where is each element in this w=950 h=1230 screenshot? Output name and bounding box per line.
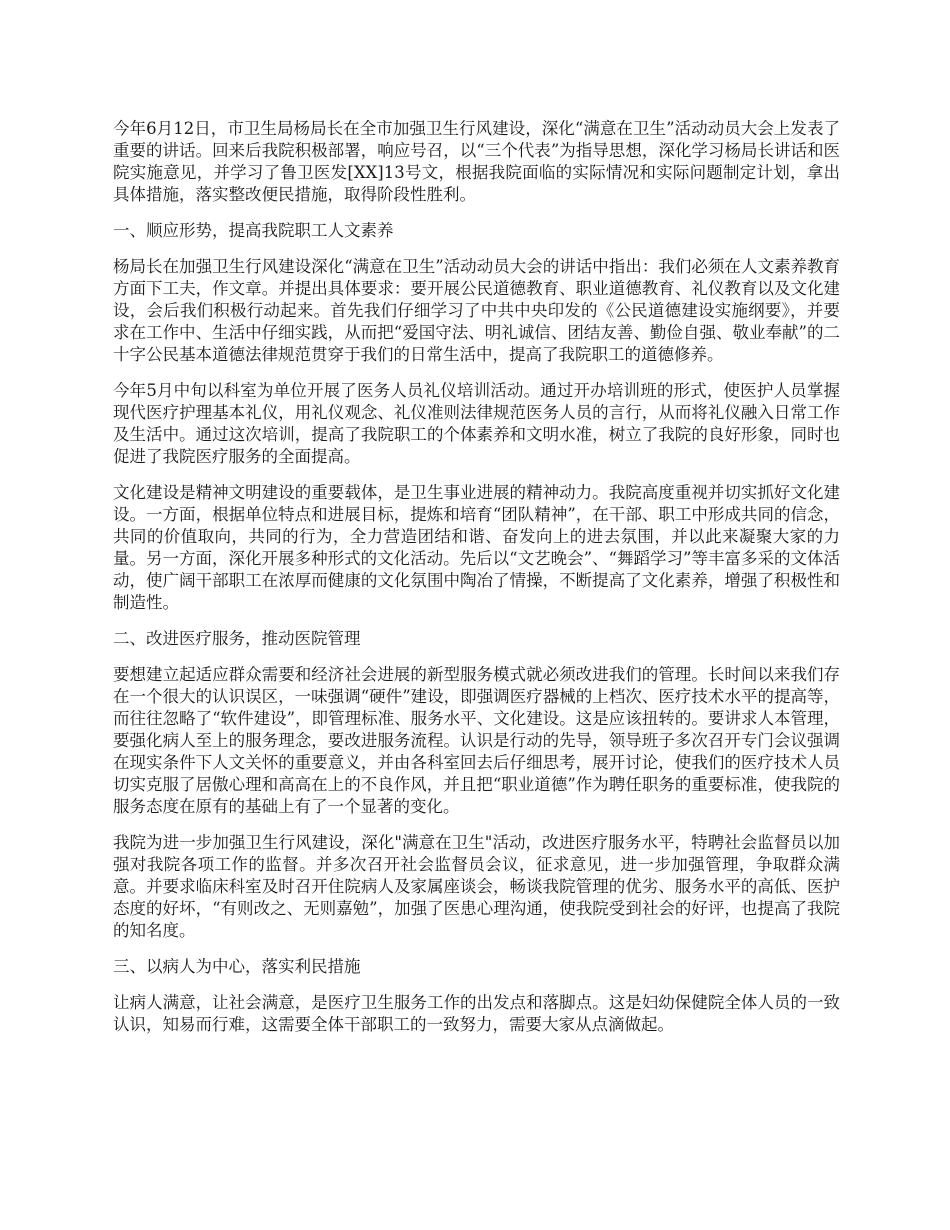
document-body <box>113 118 840 1050</box>
section-2-paragraph-2: 我院为进一步加强卫生行风建设，深化"满意在卫生"活动，改进医疗服务水平，特聘社会监督员以加强对我院各项工作的监督。并多次召开社会监督员会议，征求意见，进一步加强管理，争取群众满意。并要求临床科室及时召开住院病人及家属座谈会，畅谈我院管理的优劣、服务水平的高低、医护态度的好坏，“有则改之、无则嘉勉”，加强了医患心理沟通，使我院受到社会的好评，也提高了我院的知名度。 <box>113 833 840 940</box>
section-heading-2: 二、改进医疗服务，推动医院管理 <box>113 629 361 648</box>
intro-paragraph: 今年6月12日，市卫生局杨局长在全市加强卫生行风建设，深化“满意在卫生”活动动员大会上发表了重要的讲话。回来后我院积极部署，响应号召，以“三个代表”为指导思想，深化学习杨局长讲话和医院实施意见，并学习了鲁卫医发[XX]13号文，根据我院面临的实际情况和实际问题制定计划，拿出具体措施，落实整改便民措施，取得阶段性胜利。 <box>113 119 840 204</box>
section-1-paragraph-3: 文化建设是精神文明建设的重要载体，是卫生事业进展的精神动力。我院高度重视并切实抓好文化建设。一方面，根据单位特点和进展目标，提炼和培育“团队精神”，在干部、职工中形成共同的信念，共同的价值取向，共同的行为，全力营造团结和谐、奋发向上的进去氛围，并以此来凝聚大家的力量。另一方面，深化开展多种形式的文化活动。先后以“文艺晚会”、“舞蹈学习”等丰富多采的文体活动，使广阔干部职工在浓厚而健康的文化氛围中陶冶了情操，不断提高了文化素养，增强了积极性和制造性。 <box>113 483 840 612</box>
section-1-paragraph-1: 杨局长在加强卫生行风建设深化“满意在卫生”活动动员大会的讲话中指出：我们必须在人文素养教育方面下工夫，作文章。并提出具体要求：要开展公民道德教育、职业道德教育、礼仪教育以及文化建设，会后我们积极行动起来。首先我们仔细学习了中共中央印发的《公民道德建设实施纲要》，并要求在工作中、生活中仔细实践，从而把“爱国守法、明礼诚信、团结友善、勤俭自强、敬业奉献”的二十字公民基本道德法律规范贯穿于我们的日常生活中，提高了我院职工的道德修养。 <box>113 257 840 364</box>
section-2-paragraph-1: 要想建立起适应群众需要和经济社会进展的新型服务模式就必须改进我们的管理。长时间以来我们存在一个很大的认识误区，一味强调“硬件”建设，即强调医疗器械的上档次、医疗技术水平的提高等，而往往忽略了“软件建设”，即管理标准、服务水平、文化建设。这是应该扭转的。要讲求人本管理，要强化病人至上的服务理念，要改进服务流程。认识是行动的先导，领导班子多次召开专门会议强调在现实条件下人文关怀的重要意义，并由各科室回去后仔细思考，展开讨论，使我们的医疗技术人员切实克服了居傲心理和高高在上的不良作风，并且把“职业道德”作为聘任职务的重要标准，使我院的服务态度在原有的基础上有了一个显著的变化。 <box>113 665 840 816</box>
section-1-paragraph-2: 今年5月中旬以科室为单位开展了医务人员礼仪培训活动。通过开办培训班的形式，使医护人员掌握现代医疗护理基本礼仪，用礼仪观念、礼仪准则法律规范医务人员的言行，从而将礼仪融入日常工作及生活中。通过这次培训，提高了我院职工的个体素养和文明水准，树立了我院的良好形象，同时也促进了我院医疗服务的全面提高。 <box>113 381 840 466</box>
section-3-paragraph-1: 让病人满意，让社会满意，是医疗卫生服务工作的出发点和落脚点。这是妇幼保健院全体人员的一致认识，知易而行难，这需要全体干部职工的一致努力，需要大家从点滴做起。 <box>113 993 840 1034</box>
section-heading-1: 一、顺应形势，提高我院职工人文素养 <box>113 221 394 240</box>
section-heading-3: 三、以病人为中心，落实利民措施 <box>113 957 361 976</box>
